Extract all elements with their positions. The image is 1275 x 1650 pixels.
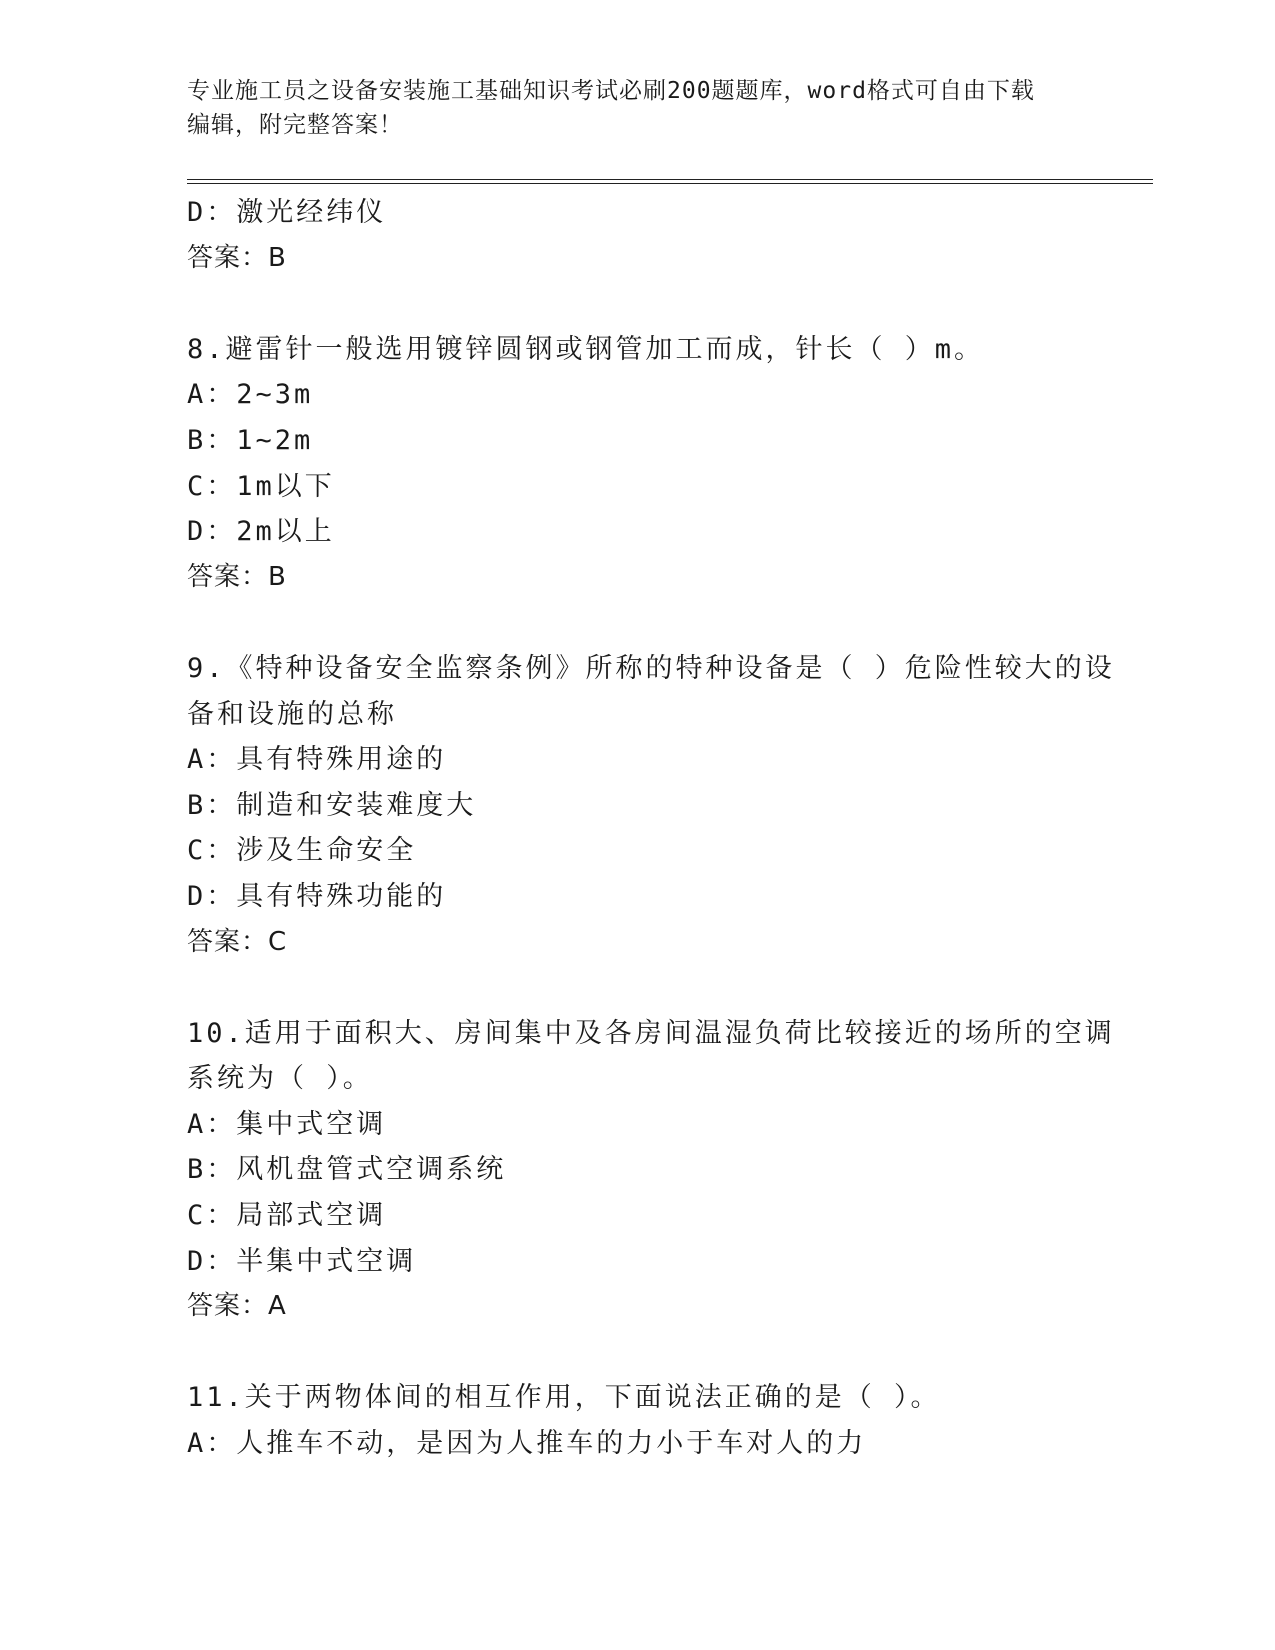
spacer — [187, 1330, 1077, 1376]
question-9-answer: 答案：C — [187, 926, 288, 957]
question-11-stem: 11.关于两物体间的相互作用，下面说法正确的是（ ）。 — [187, 1382, 941, 1414]
document-body — [187, 190, 1115, 1467]
question-11 — [187, 1375, 1077, 1466]
question-8-option-b: B：1~2m — [187, 424, 314, 456]
question-9-stem-line-2: 备和设施的总称 — [187, 698, 397, 730]
question-9 — [187, 646, 1115, 965]
spacer — [187, 600, 1077, 646]
question-9-option-a: A：具有特殊用途的 — [187, 744, 447, 776]
header-line-1: 专业施工员之设备安装施工基础知识考试必刷200题题库，word格式可自由下载 — [187, 78, 1035, 104]
question-10-option-a: A：集中式空调 — [187, 1108, 387, 1140]
prev-option-d: D：激光经纬仪 — [187, 197, 387, 228]
question-9-stem-line-1: 9.《特种设备安全监察条例》所称的特种设备是（ ）危险性较大的设 — [187, 652, 1115, 684]
question-10 — [187, 1011, 1115, 1330]
question-10-option-b: B：风机盘管式空调系统 — [187, 1154, 507, 1186]
question-9-option-d: D：具有特殊功能的 — [187, 880, 447, 912]
question-9-option-c: C：涉及生命安全 — [187, 835, 417, 867]
spacer — [187, 281, 1077, 327]
question-8-option-d: D：2m以上 — [187, 516, 335, 548]
question-8-option-c: C：1m以下 — [187, 470, 335, 502]
question-8-stem: 8.避雷针一般选用镀锌圆钢或钢管加工而成，针长（ ）m。 — [187, 333, 985, 365]
question-10-option-d: D：半集中式空调 — [187, 1245, 417, 1277]
spacer — [187, 965, 1077, 1011]
question-10-option-c: C：局部式空调 — [187, 1200, 387, 1232]
header-line-2: 编辑，附完整答案！ — [187, 112, 403, 138]
question-8-answer: 答案：B — [187, 561, 287, 592]
question-11-option-a: A：人推车不动，是因为人推车的力小于车对人的力 — [187, 1428, 867, 1460]
question-10-answer: 答案：A — [187, 1291, 287, 1322]
question-10-stem-line-2: 系统为（ ）。 — [187, 1063, 373, 1095]
question-9-option-b: B：制造和安装难度大 — [187, 789, 477, 821]
header-divider-top — [187, 179, 1153, 180]
prev-answer: 答案：B — [187, 242, 287, 273]
document-header — [187, 74, 1067, 142]
question-8 — [187, 327, 1077, 601]
question-10-stem-line-1: 10.适用于面积大、房间集中及各房间温湿负荷比较接近的场所的空调 — [187, 1017, 1115, 1049]
question-8-option-a: A：2~3m — [187, 379, 314, 411]
header-divider-bottom — [187, 183, 1153, 184]
